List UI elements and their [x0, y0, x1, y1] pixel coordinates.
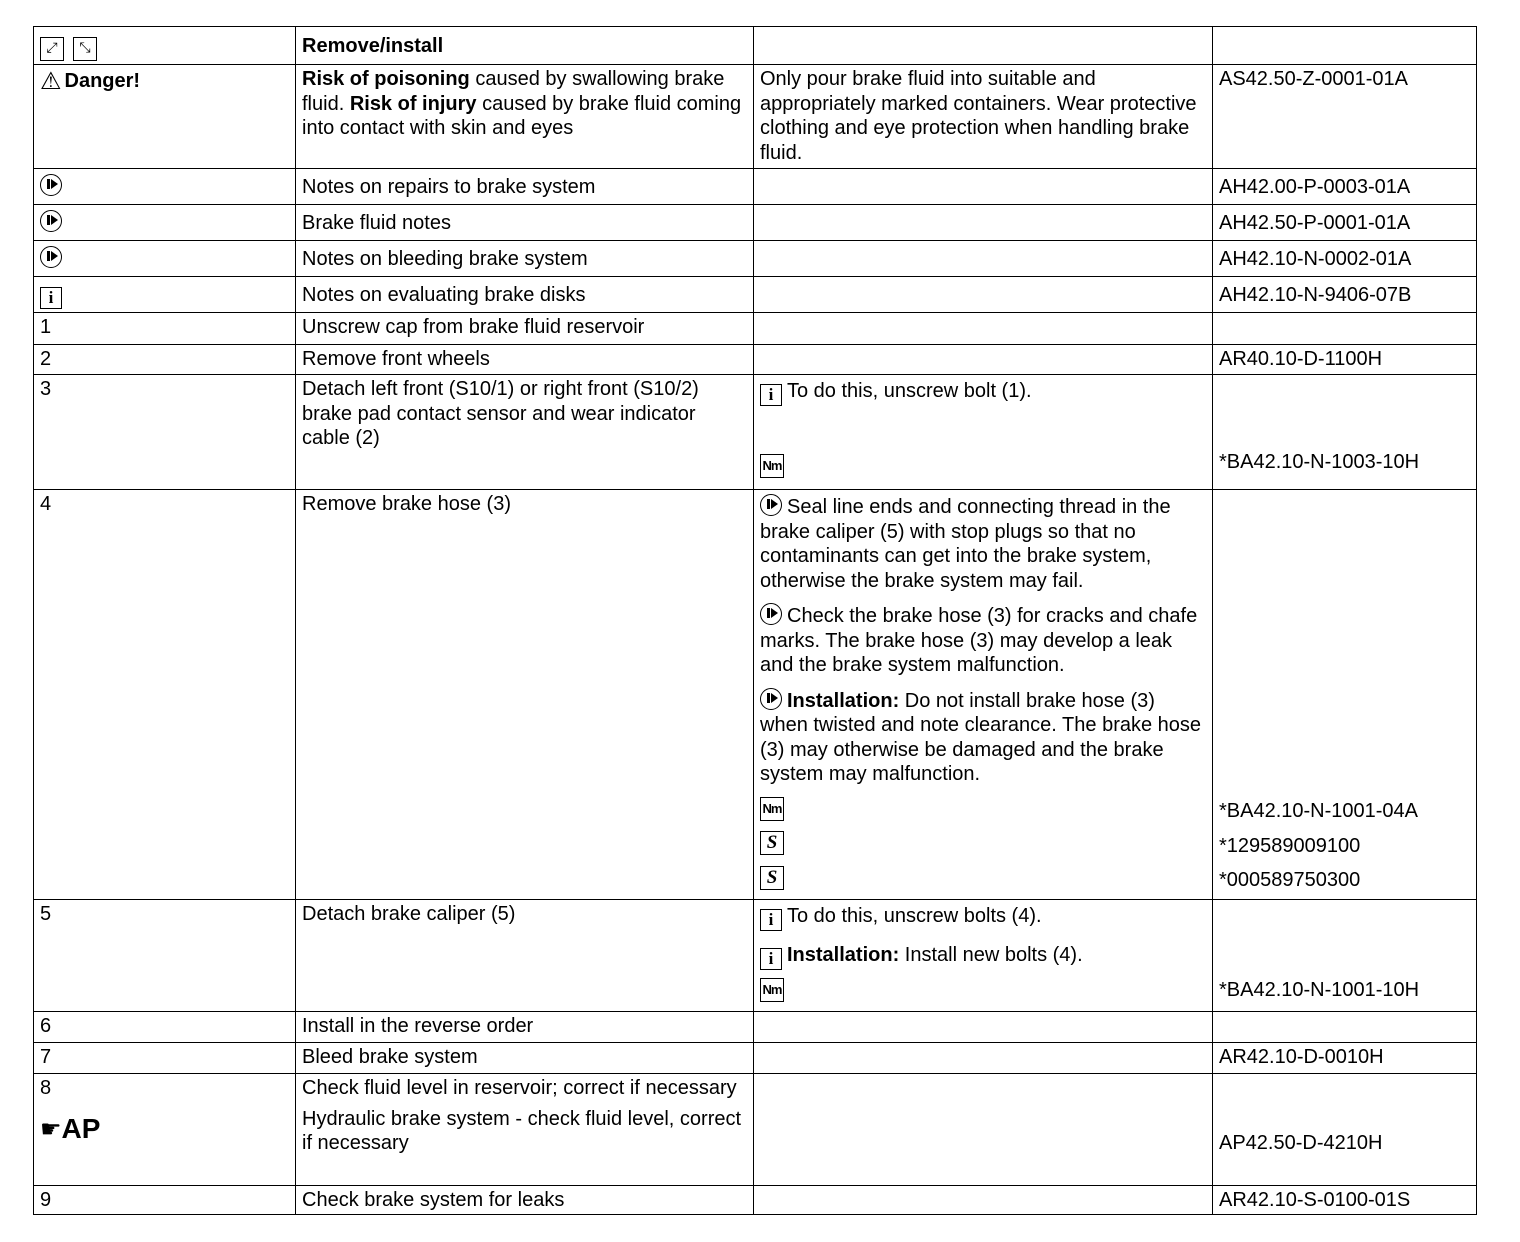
ap-ref-link[interactable]: AP42.50-D-4210H: [1219, 1132, 1383, 1154]
step-text: Detach brake caliper (5): [296, 900, 754, 1012]
step-row: [34, 345, 1477, 375]
ap-text: Hydraulic brake system - check fluid level, correct if necessary: [302, 1107, 742, 1154]
header-row: [34, 27, 1477, 65]
special-tool-icon: S: [760, 831, 784, 855]
step-text: Unscrew cap from brake fluid reservoir: [296, 313, 754, 345]
note-circle-icon: [760, 688, 782, 710]
note-circle-icon: [40, 246, 62, 268]
note-circle-icon: [760, 603, 782, 625]
step-number: 5: [34, 900, 296, 1012]
danger-label: Danger!: [64, 70, 141, 92]
tool-ref-link[interactable]: *000589750300: [1219, 869, 1361, 891]
pointing-hand-icon: ☛: [40, 1114, 62, 1143]
danger-row: [34, 65, 1477, 169]
torque-ref-link[interactable]: *BA42.10-N-1001-04A: [1219, 800, 1419, 822]
step-row: [34, 1012, 1477, 1043]
step-number: 2: [34, 345, 296, 375]
step-text: Bleed brake system: [296, 1043, 754, 1074]
step-text: Install in the reverse order: [296, 1012, 754, 1043]
step-ref-link[interactable]: AR42.10-D-0010H: [1213, 1043, 1477, 1074]
note-circle-icon: [40, 174, 62, 196]
warning-triangle-icon: ⚠: [40, 67, 62, 95]
note-row: [34, 169, 1477, 205]
torque-ref-link[interactable]: *BA42.10-N-1003-10H: [1219, 451, 1420, 473]
torque-ref-link[interactable]: *BA42.10-N-1001-10H: [1219, 979, 1420, 1001]
danger-risk-text: Risk of poisoning caused by swallowing brake fluid. Risk of injury caused by brake fluid coming into contact with skin and eyes: [296, 65, 754, 169]
step-info-text: Install new bolts (4).: [899, 944, 1083, 966]
step-ref-link[interactable]: AR40.10-D-1100H: [1213, 345, 1477, 375]
step-row: 5 Detach brake caliper (5) i To do this, unscrew bolts (4). i Installation: Install new bolts (4). Nm *BA42.10-N-1001-10H: [34, 900, 1477, 1012]
collapse-icon[interactable]: ⤡: [73, 37, 97, 61]
step-ref-link[interactable]: AR42.10-S-0100-01S: [1213, 1186, 1477, 1215]
note-paragraph: Seal line ends and connecting thread in the brake caliper (5) with stop plugs so that no contaminants can get into the brake system, otherwise the brake system may fail.: [760, 496, 1171, 592]
step-text: Remove brake hose (3): [296, 490, 754, 900]
note-text: Notes on evaluating brake disks: [296, 277, 754, 313]
note-row: [34, 277, 1477, 313]
info-box-icon: i: [760, 948, 782, 970]
step-number: 6: [34, 1012, 296, 1043]
step-number: 8: [40, 1077, 52, 1099]
note-paragraph: Installation: Do not install brake hose (3) when twisted and note clearance. The brake hose (3) may otherwise be damaged and the brake system may malfunction.: [760, 689, 1202, 785]
step-info-text: To do this, unscrew bolts (4).: [787, 905, 1042, 927]
procedure-table: [33, 26, 1477, 1215]
note-ref-link[interactable]: AH42.00-P-0003-01A: [1213, 169, 1477, 205]
step-text: Remove front wheels: [296, 345, 754, 375]
note-circle-icon: [40, 210, 62, 232]
step-number: 9: [34, 1186, 296, 1215]
expand-icon[interactable]: ⤢: [40, 37, 64, 61]
step-info-text: To do this, unscrew bolt (1).: [787, 380, 1032, 402]
torque-nm-icon: Nm: [760, 978, 784, 1002]
note-ref-link[interactable]: AH42.50-P-0001-01A: [1213, 205, 1477, 241]
note-ref-link[interactable]: AH42.10-N-9406-07B: [1213, 277, 1477, 313]
step-row: [34, 375, 1477, 490]
step-text: Detach left front (S10/1) or right front (S10/2) brake pad contact sensor and wear indicator cable (2): [296, 375, 754, 490]
info-box-icon: i: [40, 287, 62, 309]
note-row: [34, 205, 1477, 241]
note-circle-icon: [760, 494, 782, 516]
ap-label: AP: [61, 1112, 101, 1144]
note-text: Brake fluid notes: [296, 205, 754, 241]
danger-measure: Only pour brake fluid into suitable and appropriately marked containers. Wear protective clothing and eye protection when handling brake fluid.: [754, 65, 1213, 169]
note-text: Notes on repairs to brake system: [296, 169, 754, 205]
torque-nm-icon: Nm: [760, 797, 784, 821]
step-row: [34, 1074, 1477, 1186]
step-number: 7: [34, 1043, 296, 1074]
danger-ref: AS42.50-Z-0001-01A: [1213, 65, 1477, 169]
step-row: [34, 313, 1477, 345]
step-text: Check brake system for leaks: [296, 1186, 754, 1215]
info-box-icon: i: [760, 909, 782, 931]
step-row: [34, 1186, 1477, 1215]
view-toggle-cell: [34, 27, 296, 65]
tool-ref-link[interactable]: *129589009100: [1219, 834, 1361, 857]
info-box-icon: i: [760, 384, 782, 406]
step-number: 1: [34, 313, 296, 345]
step-row: [34, 490, 1477, 900]
step-text: Check fluid level in reservoir; correct if necessary: [302, 1077, 737, 1099]
torque-nm-icon: Nm: [760, 454, 784, 478]
special-tool-icon: S: [760, 866, 784, 890]
note-paragraph: Check the brake hose (3) for cracks and chafe marks. The brake hose (3) may develop a leak and the brake system malfunction.: [760, 605, 1198, 676]
step-row: [34, 1043, 1477, 1074]
note-text: Notes on bleeding brake system: [296, 241, 754, 277]
note-row: [34, 241, 1477, 277]
note-ref-link[interactable]: AH42.10-N-0002-01A: [1213, 241, 1477, 277]
header-title: Remove/install: [296, 27, 754, 65]
step-number: 4: [34, 490, 296, 900]
step-number: 3: [34, 375, 296, 490]
